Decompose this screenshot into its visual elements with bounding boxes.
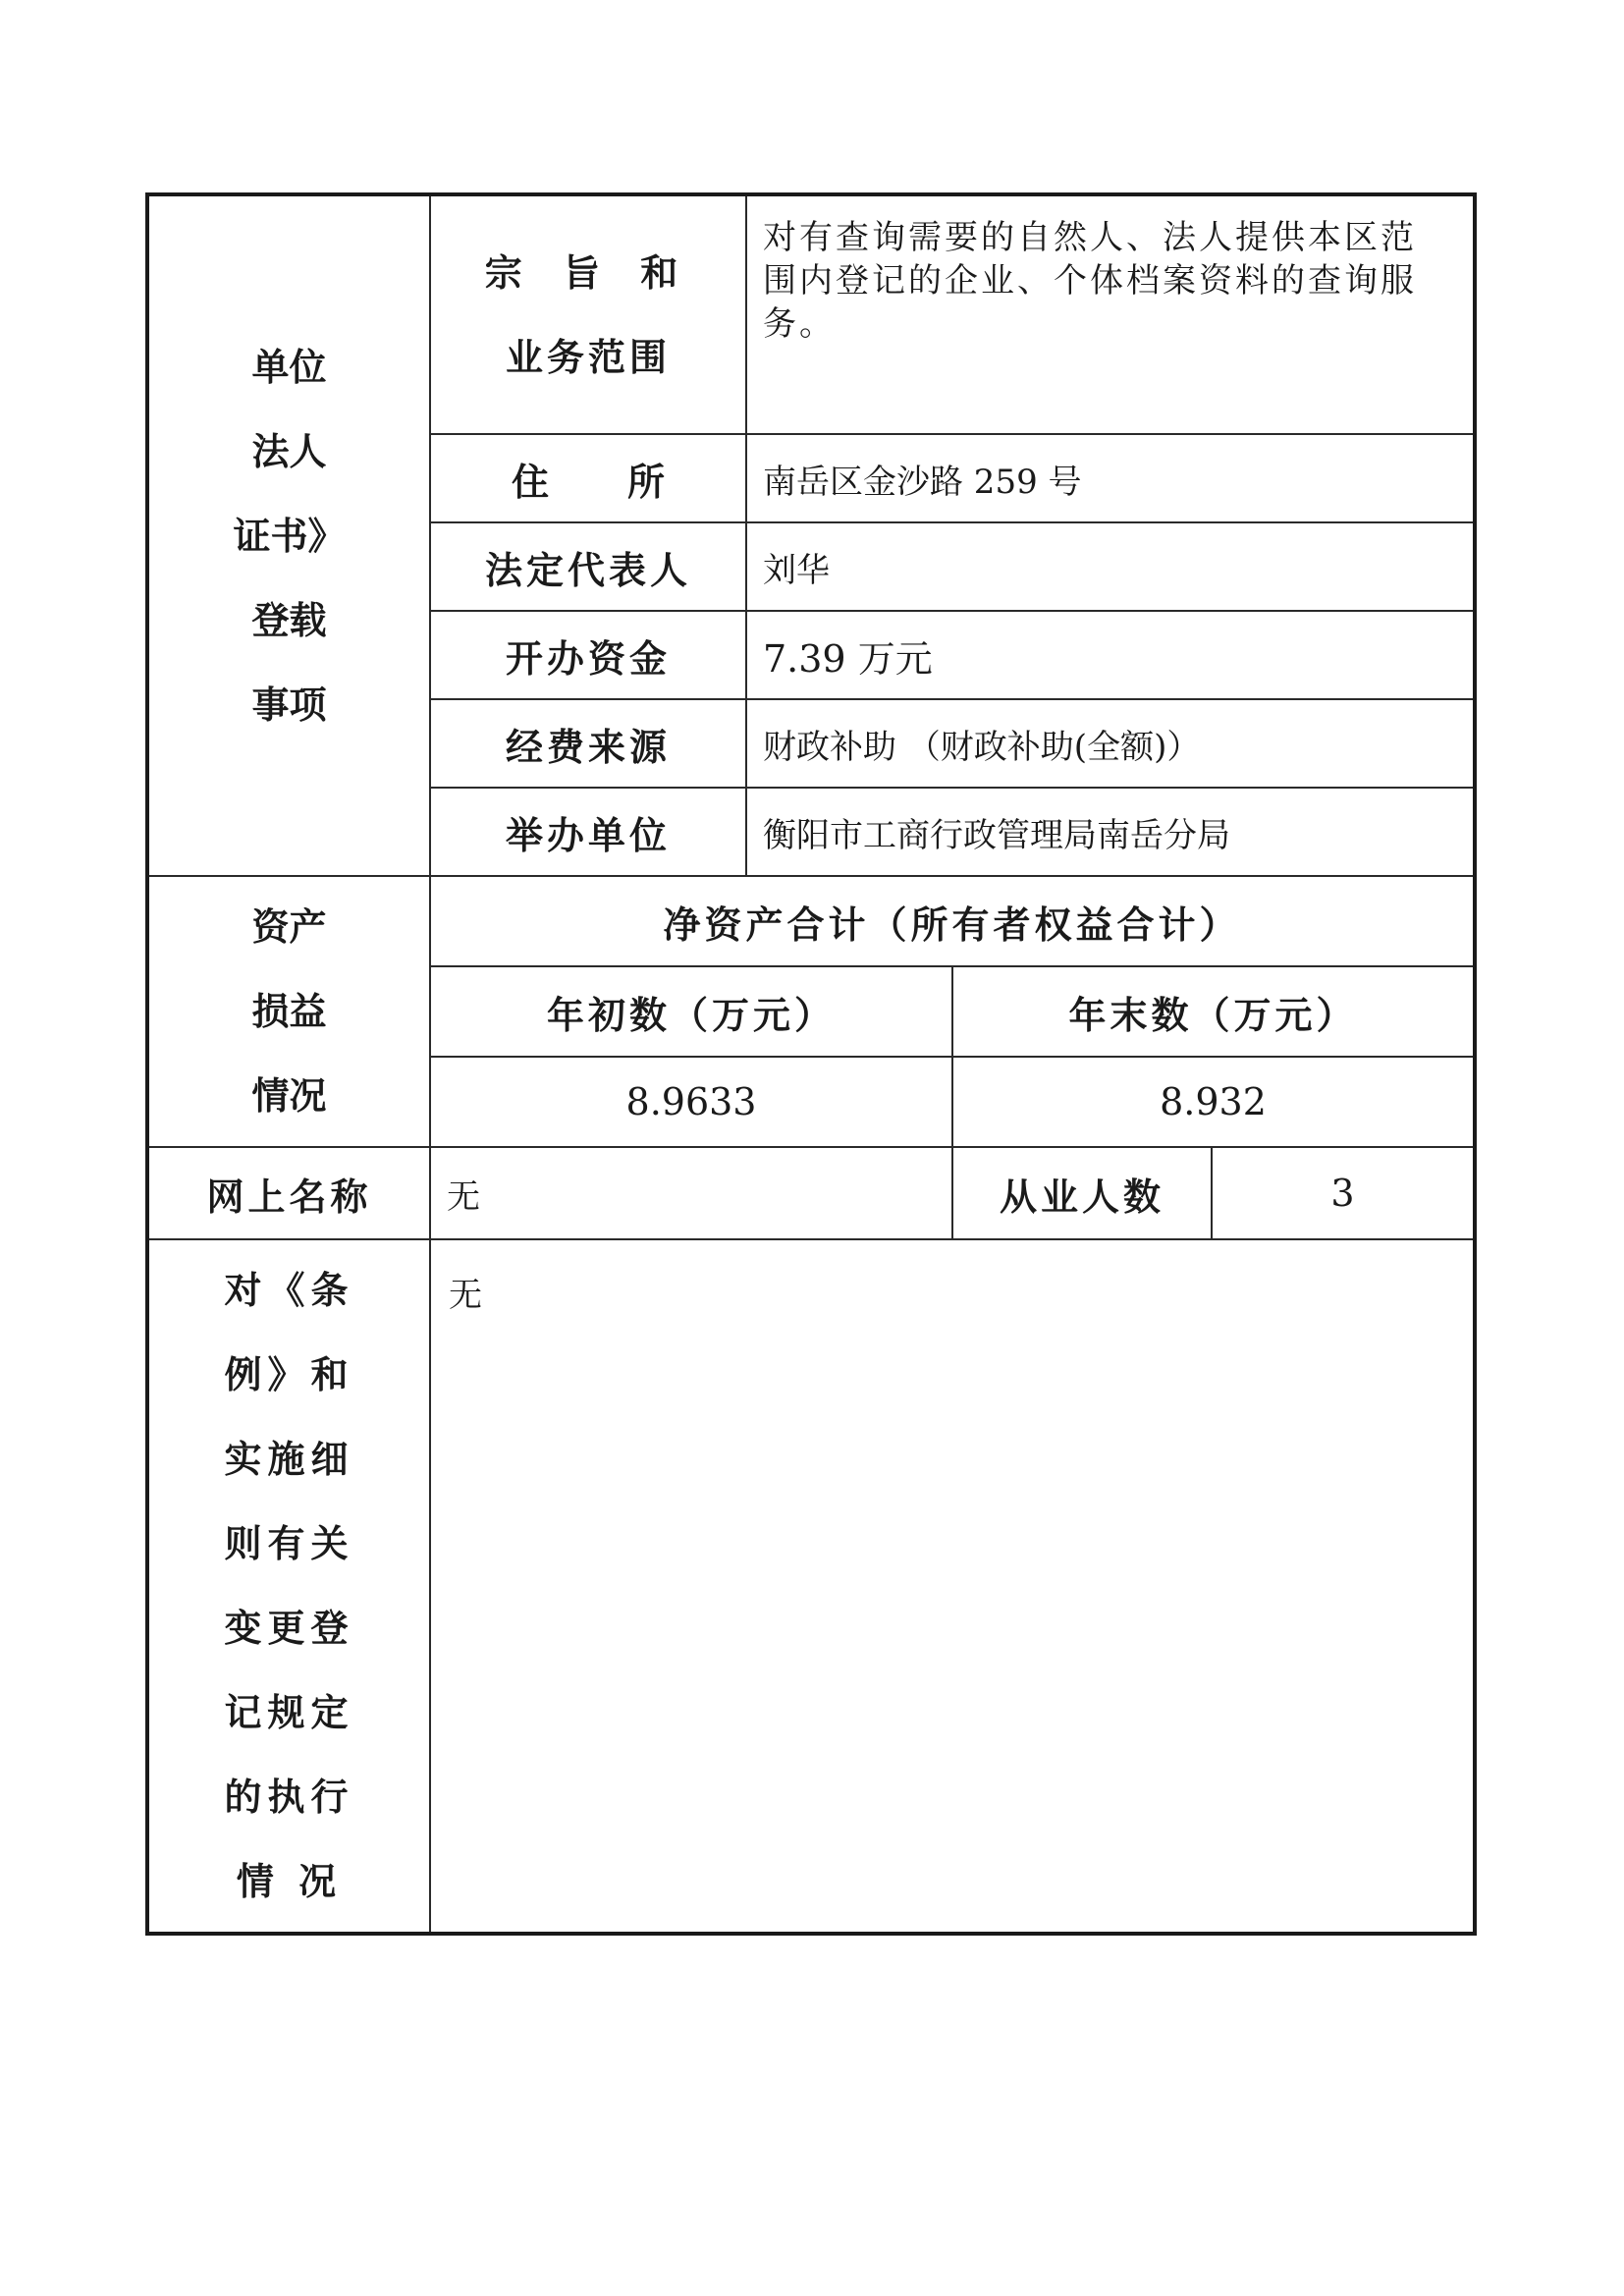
capital-label: 开办资金	[430, 611, 746, 699]
online-name-label: 网上名称	[147, 1147, 430, 1239]
compliance-label-line: 则有关	[224, 1521, 354, 1565]
compliance-label-line: 记规定	[224, 1690, 354, 1734]
compliance-label	[147, 1239, 430, 1934]
net-assets-header: 净资产合计（所有者权益合计）	[430, 876, 1475, 966]
start-of-year-label: 年初数（万元）	[430, 966, 952, 1057]
legal-rep-value: 刘华	[746, 522, 1475, 611]
registration-section-label-line: 证书》	[233, 513, 346, 558]
funding-value: 财政补助 （财政补助(全额)）	[746, 699, 1475, 788]
assets-section-label-line: 情况	[251, 1073, 327, 1118]
end-of-year-value: 8.932	[952, 1057, 1475, 1147]
compliance-label-line: 的执行	[224, 1775, 354, 1819]
funding-label: 经费来源	[430, 699, 746, 788]
start-of-year-value: 8.9633	[430, 1057, 952, 1147]
capital-value: 7.39 万元	[746, 611, 1475, 699]
assets-section-label-line: 损益	[251, 989, 327, 1033]
scope-label-line: 业务范围	[505, 334, 671, 379]
sponsor-label: 举办单位	[430, 788, 746, 876]
legal-rep-label: 法定代表人	[430, 522, 746, 611]
scope-value: 对有查询需要的自然人、法人提供本区范围内登记的企业、个体档案资料的查询服务。	[746, 194, 1475, 434]
compliance-label-line: 实施细	[224, 1437, 354, 1481]
registration-section-label-line: 登载	[251, 597, 327, 642]
address-label	[430, 434, 746, 522]
scope-label-line: 宗 旨 和	[484, 249, 692, 295]
registration-section-label-line: 事项	[251, 682, 327, 727]
assets-section-label	[147, 876, 430, 1147]
compliance-label-line: 情 况	[236, 1859, 343, 1903]
end-of-year-label: 年末数（万元）	[952, 966, 1475, 1057]
registration-section-label-line: 法人	[251, 428, 327, 473]
compliance-label-line: 对《条	[224, 1268, 354, 1312]
assets-section-label-line: 资产	[251, 904, 327, 949]
online-name-value: 无	[430, 1147, 952, 1239]
address-value: 南岳区金沙路 259 号	[746, 434, 1475, 522]
registration-form-table	[145, 192, 1477, 1936]
sponsor-value: 衡阳市工商行政管理局南岳分局	[746, 788, 1475, 876]
staff-count-label: 从业人数	[952, 1147, 1212, 1239]
registration-section-label	[147, 194, 430, 876]
compliance-label-line: 例》和	[224, 1352, 354, 1396]
registration-section-label-line: 单位	[251, 344, 327, 389]
compliance-label-line: 变更登	[224, 1606, 354, 1650]
scope-label	[430, 194, 746, 434]
staff-count-value: 3	[1212, 1147, 1475, 1239]
address-label-text: 住所	[511, 459, 743, 504]
compliance-value: 无	[430, 1239, 1475, 1934]
